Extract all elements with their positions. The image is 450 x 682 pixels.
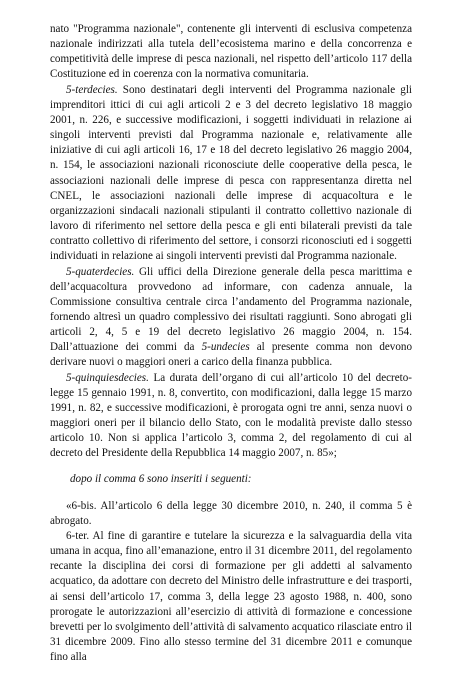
paragraph-text: La durata dell’organo di cui all’articolo 10 del decreto-legge 15 gennaio 1991, n. 8, convertito, con modificazioni, dalla legge 15 marzo 1991, n. 82, e successive modificazioni, è prorogata ogni tre anni, senza nuovi o maggiori oneri per il bilancio dello Stato, con le modalità previste dallo stesso articolo 10. Non si applica l’articolo 3, comma 2, del regolamento di cui al decreto del Presidente della Repubblica 14 maggio 2007, n. 85»; [50, 371, 413, 460]
paragraph-5-quaterdecies [50, 265, 412, 371]
paragraph-text: Gli uffici della Direzione generale della pesca marittima e dell’acquacoltura provvedono ad informare, con cadenza annuale, la Commissione consultiva centrale circa l’andamento del Programma nazionale, fornendo altresì un quadro complessivo dei risultati raggiunti. Sono abrogati gli articoli 2, 4, 5 e 19 del decreto legislativo 26 maggio 2004, n. 154. Dall’attuazione dei commi da [50, 265, 412, 354]
amendment-instruction: dopo il comma 6 sono inseriti i seguenti: [70, 472, 252, 485]
paragraph-text-tail: al presente comma non devono derivare nuovi o maggiori oneri a carico della finanza pubblica. [50, 341, 412, 369]
inline-reference: 5-undecies [201, 341, 250, 354]
paragraph-label: 5-quaterdecies. [66, 265, 135, 278]
paragraph-text: Sono destinatari degli interventi del Programma nazionale gli imprenditori ittici di cui agli articoli 2 e 3 del decreto legislativo 18 maggio 2001, n. 226, e successive modificazioni, i soggetti individuati in relazione ai singoli interventi previsti dal Programma nazionale e, relativamente alle iniziative di cui agli articoli 16, 17 e 18 del decreto legislativo 26 maggio 2004, n. 154, le associazioni nazionali riconosciute delle cooperative della pesca, le associazioni nazionali delle imprese di pesca con rappresentanza diretta nel CNEL, le associazioni nazionali delle imprese di acquacoltura e le organizzazioni sindacali nazionali stipulanti il contratto collettivo nazionale di lavoro di riferimento nel settore della pesca e gli enti bilaterali previsti da tale contratto collettivo di riferimento del settore, i consorzi riconosciuti ed i soggetti individuati in relazione ai singoli interventi previsti dal Programma nazionale. [50, 83, 412, 263]
paragraph-5-quinquiesdecies [50, 371, 412, 462]
paragraph-label: 5-quinquiesdecies. [66, 371, 149, 384]
paragraph-5-terdecies [50, 83, 412, 265]
paragraph-continuation: nato "Programma nazionale", contenente gli interventi di esclusiva competenza nazionale indirizzati alla tutela dell’ecosistema marino e della concorrenza e competitività delle imprese di pesca nazionali, nel rispetto dell’articolo 117 della Costituzione ed in coerenza con la normativa comunitaria. [50, 23, 412, 81]
paragraph-6-bis: «6-bis. All’articolo 6 della legge 30 dicembre 2010, n. 240, il comma 5 è abrogato. [50, 499, 412, 527]
paragraph-label: 5-terdecies. [66, 83, 118, 96]
paragraph-6-ter: 6-ter. Al fine di garantire e tutelare la sicurezza e la salvaguardia della vita umana in acqua, fino all’emanazione, entro il 31 dicembre 2011, del regolamento recante la disciplina dei corsi di formazione per gli addetti al salvamento acquatico, da adottare con decreto del Ministro delle infrastrutture e dei trasporti, ai sensi dell’articolo 17, comma 3, della legge 23 agosto 1988, n. 400, sono prorogate le autorizzazioni all’esercizio di attività di formazione e concessione brevetti per lo svolgimento dell’attività di salvamento acquatico rilasciate entro il 31 dicembre 2009. Fino allo stesso termine del 31 dicembre 2011 e comunque fino alla [50, 530, 412, 664]
